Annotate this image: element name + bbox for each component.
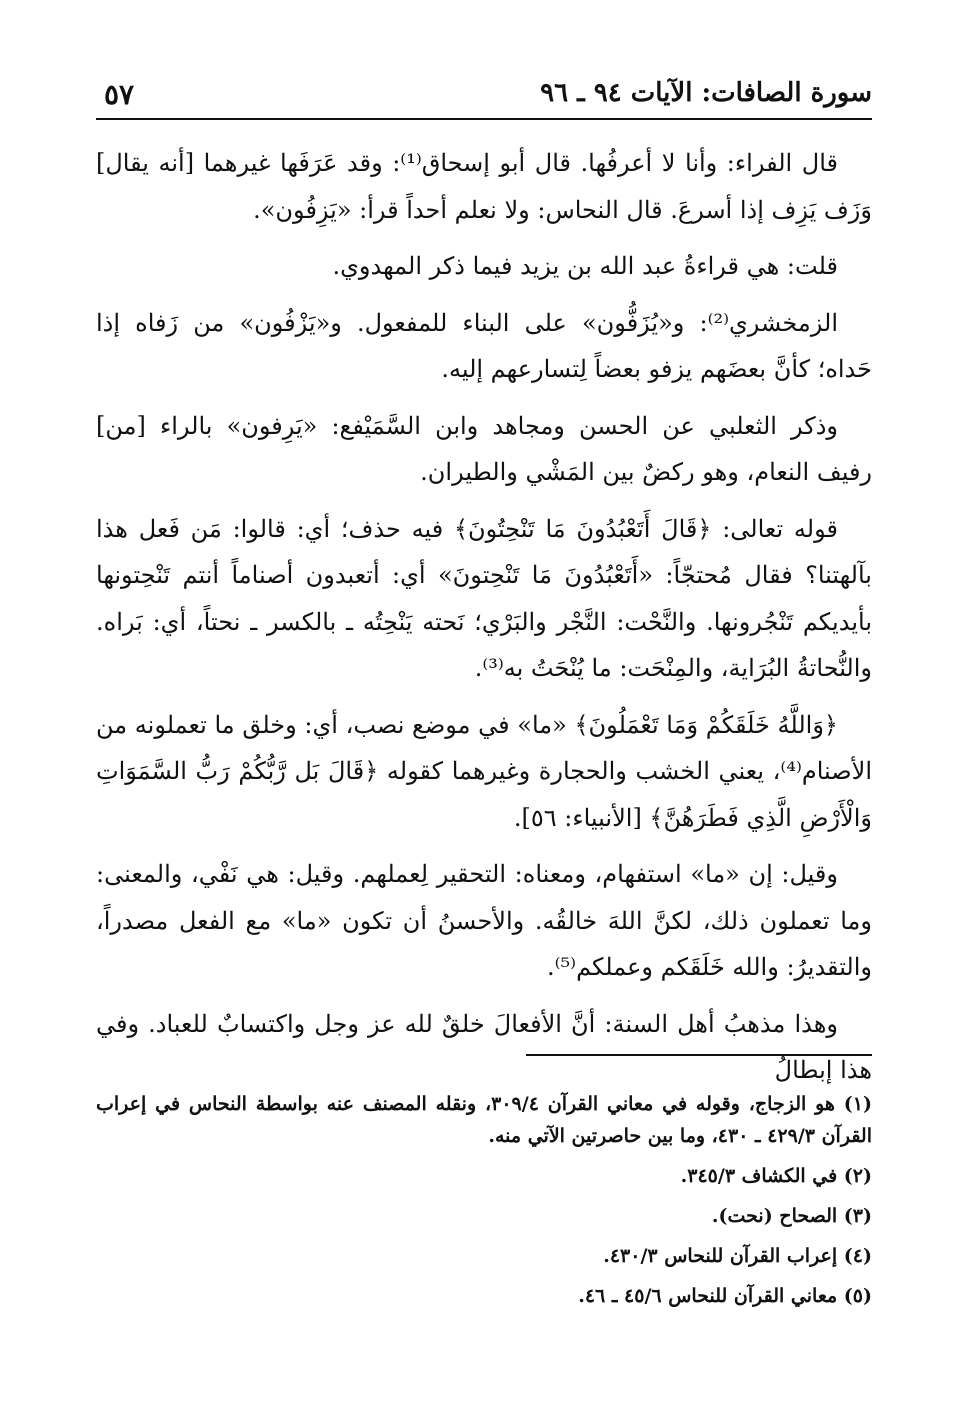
running-header: [96, 74, 872, 120]
paragraph: قوله تعالى: ﴿قَالَ أَتَعْبُدُونَ مَا تَنْحِتُونَ﴾ فيه حذف؛ أي: قالوا: مَن فَعل هذا بآلهتنا؟ فقال مُحتجّاً: «أَتَعْبُدُونَ مَا تَنْحِتونَ» أي: أتعبدون أصناماً أنتم تَنْحِتونها بأيديكم تَنْجُرونها. والنَّحْت: النَّجْر والبَرْي؛ نَحته يَنْحِتُه ـ بالكسر ـ نحتاً، أي: بَراه. والنُّحاتةُ البُرَاية، والمِنْحَت: ما يُنْحَتُ به⁽³⁾.: [96, 514, 872, 682]
paragraph: وذكر الثعلبي عن الحسن ومجاهد وابن السَّمَيْفع: «يَرِفون» بالراء [من] رفيف النعام، وهو ركضٌ بين المَشْي والطيران.: [96, 411, 872, 486]
footnote: (٤) إعراب القرآن للنحاس ٤٣٠/٣.: [603, 1245, 872, 1267]
paragraph: وهذا مذهبُ أهل السنة: أنَّ الأفعالَ خلقٌ لله عز وجل واكتسابٌ للعباد. وفي هذا إبطالُ: [96, 1009, 872, 1084]
header-title: سورة الصافات: الآيات ٩٤ ـ ٩٦: [540, 78, 872, 108]
paragraph: وقيل: إن «ما» استفهام، ومعناه: التحقير لِعملهم. وقيل: هي نَفْي، والمعنى: وما تعملون ذلك، لكنَّ اللهَ خالقُه. والأحسنُ أن تكون «ما» مع الفعل مصدراً، والتقديرُ: والله خَلَقَكم وعملكم⁽⁵⁾.: [96, 860, 872, 981]
paragraph: قال الفراء: وأنا لا أعرفُها. قال أبو إسحاق⁽¹⁾: وقد عَرَفَها غيرهما [أنه يقال] وَزَف يَزِف إذا أسرعَ. قال النحاس: ولا نعلم أحداً قرأ: «يَزِفُون».: [96, 149, 872, 224]
footnote: (١) هو الزجاج، وقوله في معاني القرآن ٣٠٩/٤، ونقله المصنف عنه بواسطة النحاس في إعراب القرآن ٤٢٩/٣ ـ ٤٣٠، وما بين حاصرتين الآتي منه.: [96, 1093, 873, 1147]
footnote-separator: [526, 1054, 872, 1056]
paragraph: الزمخشري⁽²⁾: و«يُزَفُّون» على البناء للمفعول. و«يَزْفُون» من زَفاه إذا حَداه؛ كأنَّ بعضَهم يزفو بعضاً لِتسارعهم إليه.: [96, 308, 872, 383]
footnote: (٣) الصحاح (نحت).: [711, 1205, 872, 1227]
footnote: (٢) في الكشاف ٣٤٥/٣.: [680, 1165, 872, 1187]
paragraph: ﴿وَاللَّهُ خَلَقَكُمْ وَمَا تَعْمَلُونَ﴾ «ما» في موضع نصب، أي: وخلق ما تعملونه من الأصنام⁽⁴⁾، يعني الخشب والحجارة وغيرهما كقوله ﴿قَالَ بَل رَّبُّكُمْ رَبُّ السَّمَوَاتِ وَالْأَرْضِ الَّذِي فَطَرَهُنَّ﴾ [الأنبياء: ٥٦].: [96, 710, 872, 832]
footnote: (٥) معاني القرآن للنحاس ٤٥/٦ ـ ٤٦.: [578, 1285, 872, 1307]
footnotes: [96, 1088, 872, 1320]
paragraph: قلت: هي قراءةُ عبد الله بن يزيد فيما ذكر المهدوي.: [332, 252, 838, 280]
page-number: ٥٧: [104, 78, 135, 111]
main-text: [96, 140, 872, 1104]
